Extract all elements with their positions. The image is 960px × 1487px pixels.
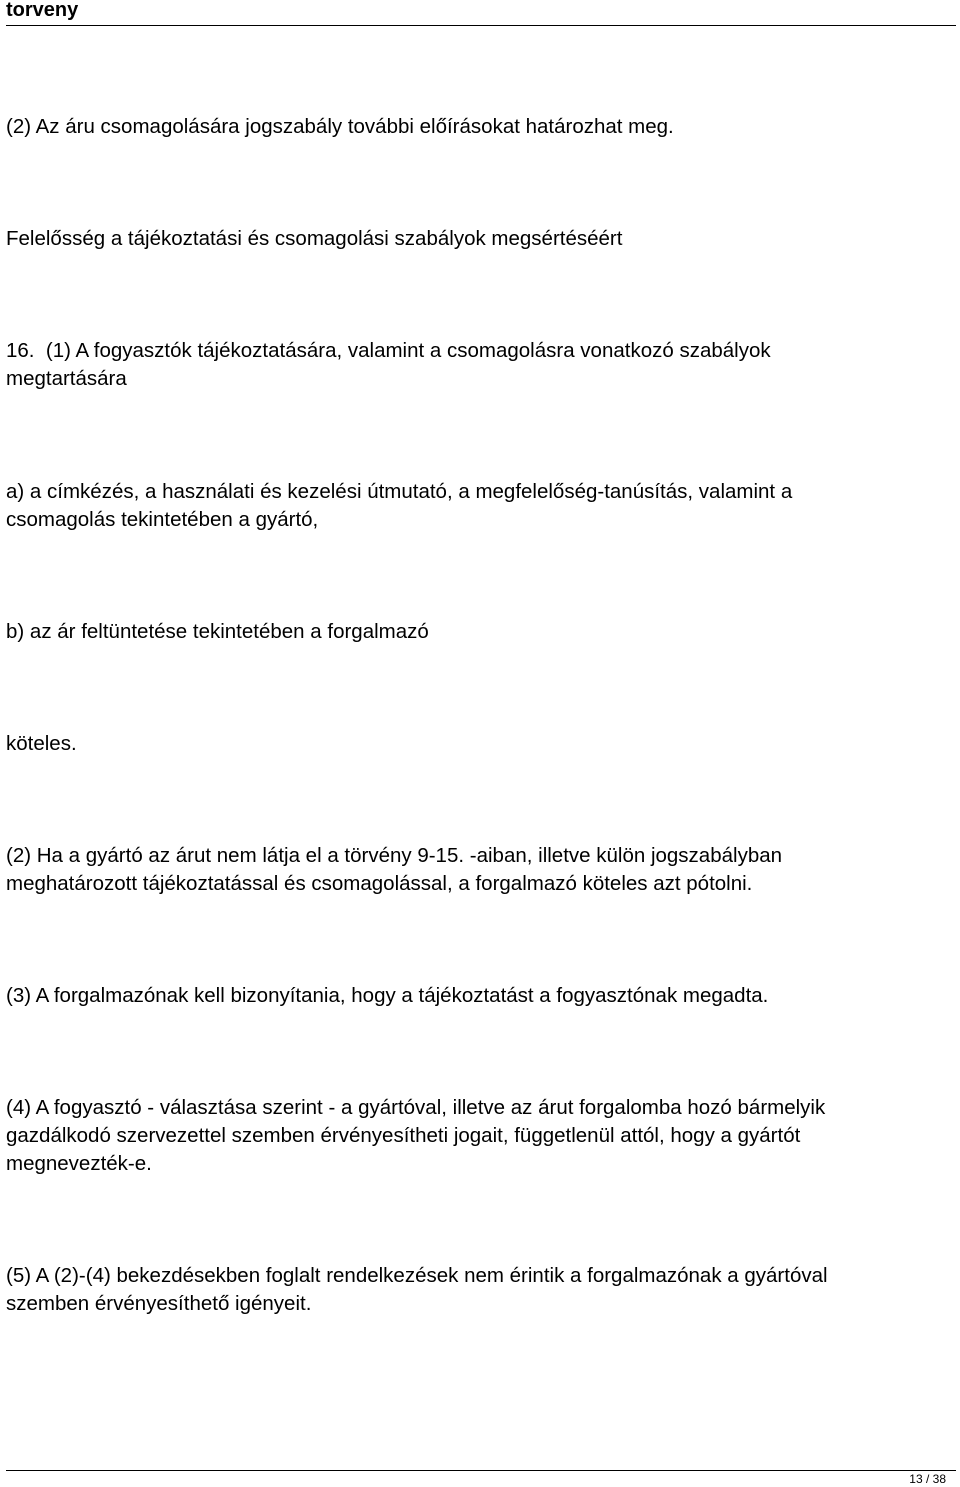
- paragraph-text: köteles.: [6, 732, 77, 755]
- paragraph-text: szemben érvényesíthető igényeit.: [6, 1292, 312, 1315]
- paragraph-obligation: [6, 730, 954, 758]
- header-divider: [6, 25, 956, 26]
- paragraph-packaging-rules: [6, 113, 954, 141]
- paragraph-subsection-3: [6, 982, 954, 1010]
- paragraph-text: megnevezték-e.: [6, 1152, 152, 1175]
- paragraph-section-16: [6, 337, 954, 393]
- footer-divider: [6, 1470, 956, 1471]
- paragraph-text: (2) Ha a gyártó az árut nem látja el a törvény 9-15.: [6, 844, 470, 867]
- paragraph-text: meghatározott tájékoztatással és csomagolással, a forgalmazó köteles azt pótolni.: [6, 872, 753, 895]
- paragraph-subsection-5: [6, 1262, 954, 1318]
- paragraph-text: -aiban, illetve külön jogszabályban: [469, 844, 783, 867]
- paragraph-point-a: [6, 478, 954, 534]
- paragraph-text: gazdálkodó szervezettel szemben érvényesítheti jogait, függetlenül attól, hogy a gyártót: [6, 1124, 801, 1147]
- section-number: 16.: [6, 339, 41, 362]
- paragraph-text: (2) Az áru csomagolására jogszabály további előírásokat határozhat meg.: [6, 115, 674, 138]
- paragraph-text: (4) A fogyasztó - választása szerint - a gyártóval, illetve az árut forgalomba hozó bármelyik: [6, 1096, 826, 1119]
- paragraph-text: (3) A forgalmazónak kell bizonyítania, hogy a tájékoztatást a fogyasztónak megadta.: [6, 984, 769, 1007]
- paragraph-text: a) a címkézés, a használati és kezelési útmutató, a megfelelőség-tanúsítás, valamint a: [6, 480, 793, 503]
- paragraph-text: (5) A (2)-(4) bekezdésekben foglalt rendelkezések nem érintik a forgalmazónak a gyártóval: [6, 1264, 828, 1287]
- paragraph-text: (1) A fogyasztók tájékoztatására, valamint a csomagolásra vonatkozó szabályok: [40, 339, 771, 362]
- page-number: 13 / 38: [909, 1472, 946, 1486]
- paragraph-text: csomagolás tekintetében a gyártó,: [6, 508, 319, 531]
- paragraph-subsection-4: [6, 1094, 954, 1178]
- section-heading-text: Felelősség a tájékoztatási és csomagolási szabályok megsértéséért: [6, 227, 623, 250]
- document-title: torveny: [6, 0, 79, 21]
- paragraph-text: b) az ár feltüntetése tekintetében a forgalmazó: [6, 620, 429, 643]
- paragraph-subsection-2: [6, 842, 954, 898]
- section-heading-liability: [6, 225, 954, 253]
- paragraph-point-b: [6, 618, 954, 646]
- paragraph-text: megtartására: [6, 367, 127, 390]
